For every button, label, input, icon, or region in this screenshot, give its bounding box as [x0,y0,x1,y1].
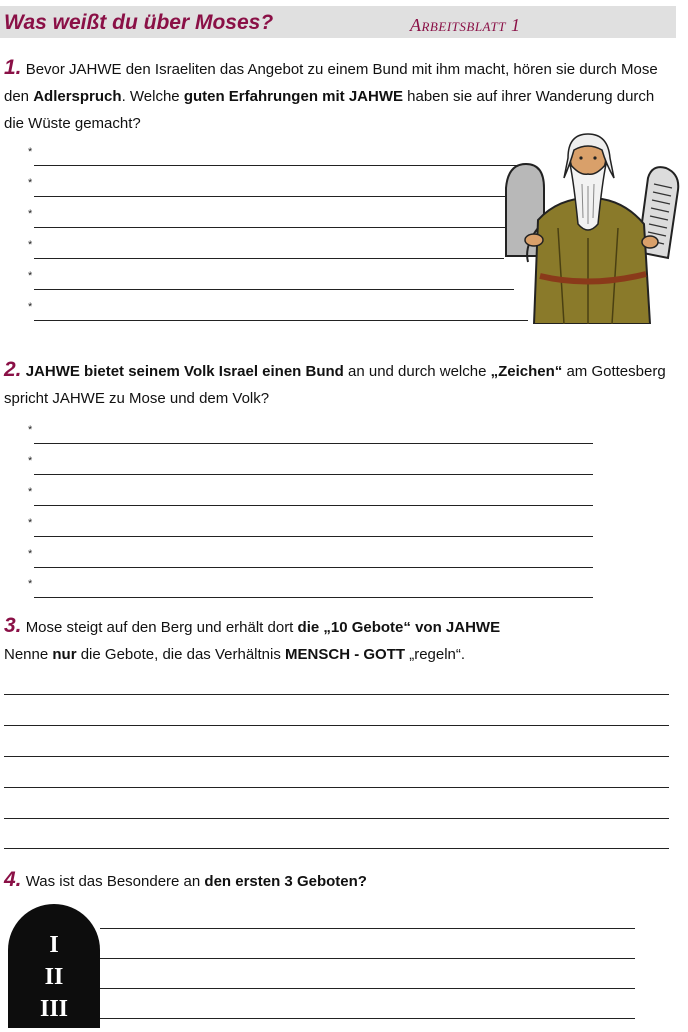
question-bold: „Zeichen“ [490,363,563,380]
sheet-label: Arbeitsblatt 1 [410,15,521,35]
question-3 [4,612,672,668]
question-text: an und durch welche [343,363,491,380]
question-2 [4,356,672,412]
question-bold: JAHWE bietet seinem Volk Israel einen Bund [25,363,344,380]
bullet: * [28,239,33,251]
answer-line[interactable] [100,988,635,989]
answer-line[interactable] [100,1018,635,1019]
page-title: Was weißt du über Moses? [4,11,274,34]
moses-illustration [498,128,684,324]
question-bold: guten Erfahrungen mit JAHWE [183,88,403,105]
answer-line[interactable] [28,455,593,475]
answer-line[interactable] [28,177,520,197]
question-text: Was ist das Besondere an [25,873,205,890]
numeral-2: II [44,964,64,990]
question-bold: den ersten 3 Geboten? [204,873,367,890]
bullet: * [28,455,33,467]
answer-line[interactable] [28,301,528,321]
answer-line[interactable] [28,548,593,568]
answer-line[interactable] [4,725,669,726]
bullet: * [28,177,33,189]
question-bold: die „10 Gebote“ von JAHWE [297,619,501,636]
question-number: 2. [4,358,22,381]
question-bold: MENSCH - GOTT [285,646,406,663]
answer-line[interactable] [4,818,669,819]
question-number: 3. [4,614,22,637]
question-number: 1. [4,56,22,79]
answer-line[interactable] [28,486,593,506]
answer-line[interactable] [100,928,635,929]
question-text: haben sie auf ihrer Wanderung durch die Wüste gemacht? [4,88,655,132]
question-text: . Welche [121,88,184,105]
question-number: 4. [4,868,22,891]
bullet: * [28,578,33,590]
answer-line[interactable] [28,239,504,259]
answer-line[interactable] [28,578,593,598]
bullet: * [28,208,33,220]
question-text: die Gebote, die das Verhältnis [76,646,286,663]
question-text: Nenne [4,646,53,663]
bullet: * [28,517,33,529]
answer-line[interactable] [100,958,635,959]
question-4 [4,866,672,895]
answer-line[interactable] [28,146,528,166]
answer-line[interactable] [28,270,514,290]
commandments-tablet-icon [8,904,100,1028]
bullet: * [28,301,33,313]
answer-line[interactable] [28,424,593,444]
question-text: Mose steigt auf den Berg und erhält dort [25,619,298,636]
question-bold: nur [52,646,77,663]
numeral-3: III [39,996,69,1022]
bullet: * [28,270,33,282]
header-bar [0,6,676,38]
question-bold: Adlerspruch [33,88,122,105]
answer-line[interactable] [4,787,669,788]
question-text: Bevor JAHWE den Israeliten das Angebot zu einem Bund mit ihm macht, hören sie durch Mose den [4,61,658,105]
question-text: „regeln“. [405,646,466,663]
answer-line[interactable] [28,517,593,537]
answer-line[interactable] [28,208,512,228]
answer-line[interactable] [4,756,669,757]
question-text: am Gottesberg spricht JAHWE zu Mose und dem Volk? [4,363,666,407]
answer-line[interactable] [4,694,669,695]
bullet: * [28,486,33,498]
bullet: * [28,424,33,436]
bullet: * [28,146,33,158]
bullet: * [28,548,33,560]
answer-line[interactable] [4,848,669,849]
question-1 [4,54,664,137]
numeral-1: I [49,932,59,958]
